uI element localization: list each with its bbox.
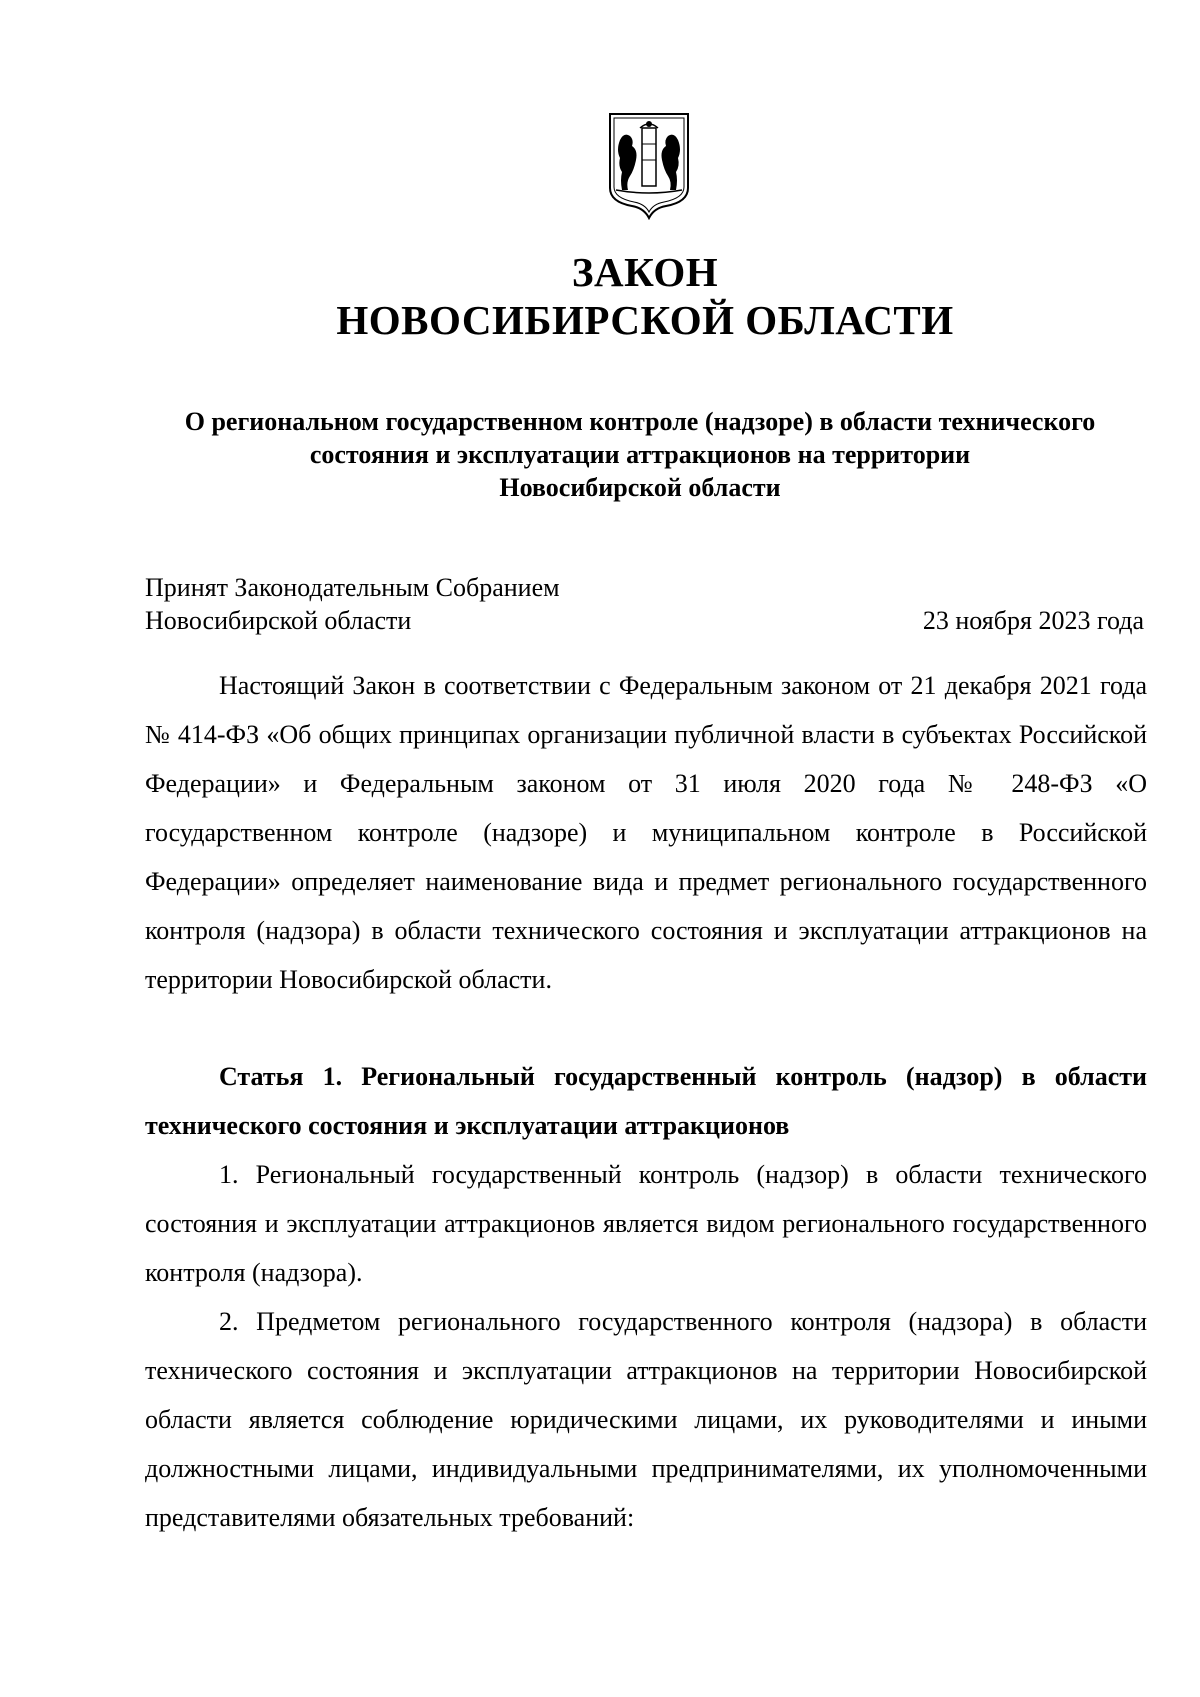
- coat-of-arms-icon: [604, 110, 694, 220]
- article-paragraph: 2. Предметом регионального государственного контроля (надзора) в области технического состояния и эксплуатации аттракционов на территории Новосибирской области является соблюдение юридическими лицами, их руководителями и иными должностными лицами, индивидуальными предпринимателями, их уполномоченными представителями обязательных требований:: [145, 1307, 1147, 1532]
- law-subject-line: О региональном государственном контроле (надзоре) в области технического: [184, 407, 1096, 436]
- adoption-body-line: Новосибирской области: [145, 606, 412, 635]
- article-heading: Статья 1. Региональный государственный контроль (надзор) в области технического состояния и эксплуатации аттракционов: [145, 1062, 1147, 1140]
- article-paragraph: 1. Региональный государственный контроль (надзор) в области технического состояния и эксплуатации аттракционов является видом регионального государственного контроля (надзора).: [145, 1160, 1147, 1287]
- law-subject-line: Новосибирской области: [499, 473, 781, 502]
- law-subject-line: состояния и эксплуатации аттракционов на территории: [309, 440, 971, 469]
- document-title: ЗАКОН: [571, 249, 719, 295]
- adoption-body-line: Принят Законодательным Собранием: [145, 573, 560, 602]
- preamble-paragraph: Настоящий Закон в соответствии с Федеральным законом от 21 декабря 2021 года № 414-ФЗ «Об общих принципах организации публичной власти в субъектах Российской Федерации» и Федеральным законом от 31 июля 2020 года № 248-ФЗ «О государственном контроле (надзоре) и муниципальном контроле в Российской Федерации» определяет наименование вида и предмет регионального государственного контроля (надзора) в области технического состояния и эксплуатации аттракционов на территории Новосибирской области.: [145, 671, 1147, 994]
- document-title-region: НОВОСИБИРСКОЙ ОБЛАСТИ: [336, 297, 954, 343]
- adoption-date: 23 ноября 2023 года: [922, 606, 1144, 635]
